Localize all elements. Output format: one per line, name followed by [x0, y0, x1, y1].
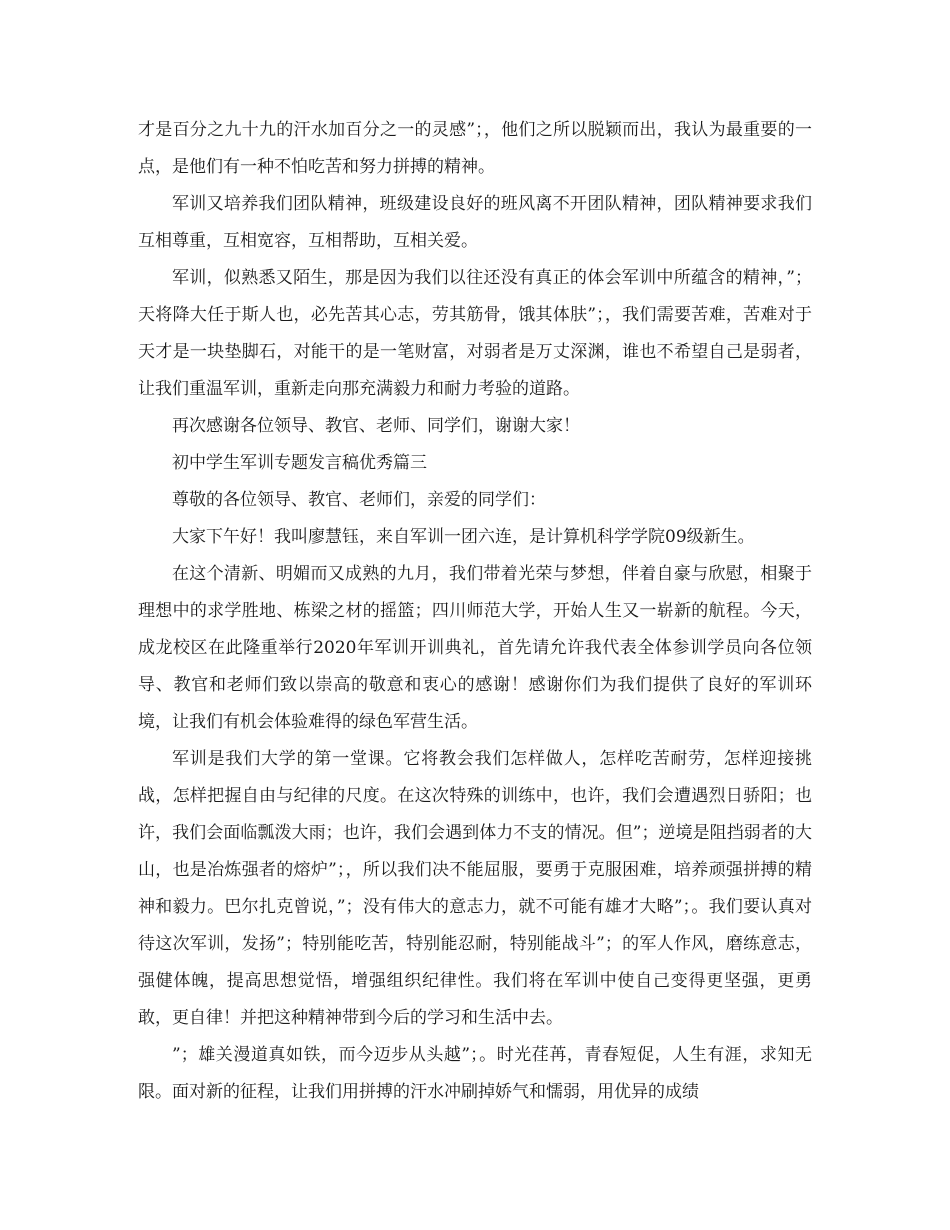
paragraph: ”；雄关漫道真如铁，而今迈步从头越”；。时光荏苒，青春短促，人生有涯，求知无限。面对新的征程，让我们用拼搏的汗水冲刷掉娇气和懦弱，用优异的成绩: [138, 1045, 812, 1102]
paragraph: 在这个清新、明媚而又成熟的九月，我们带着光荣与梦想，伴着自豪与欣慰，相聚于理想中的求学胜地、栋梁之材的摇篮；四川师范大学，开始人生又一崭新的航程。今天，成龙校区在此隆重举行2020年军训开训典礼，首先请允许我代表全体参训学员向各位领导、教官和老师们致以崇高的敬意和衷心的感谢！感谢你们为我们提供了良好的军训环境，让我们有机会体验难得的绿色军营生活。: [138, 564, 812, 732]
paragraph: 军训是我们大学的第一堂课。它将教会我们怎样做人，怎样吃苦耐劳，怎样迎接挑战，怎样把握自由与纪律的尺度。在这次特殊的训练中，也许，我们会遭遇烈日骄阳；也许，我们会面临瓢泼大雨；也许，我们会遇到体力不支的情况。但”；逆境是阻挡弱者的大山，也是冶炼强者的熔炉”；，所以我们决不能屈服，要勇于克服困难，培养顽强拼搏的精神和毅力。巴尔扎克曾说，”；没有伟大的意志力，就不可能有雄才大略”；。我们要认真对待这次军训，发扬”；特别能吃苦，特别能忍耐，特别能战斗”；的军人作风，磨练意志，强健体魄，提高思想觉悟，增强组织纪律性。我们将在军训中使自己变得更坚强，更勇敢，更自律！并把这种精神带到今后的学习和生活中去。: [138, 749, 812, 1028]
section-heading: 初中学生军训专题发言稿优秀篇三: [172, 453, 427, 473]
paragraph: 大家下午好！我叫廖慧钰，来自军训一团六连，是计算机科学学院09级新生。: [172, 527, 755, 547]
paragraph: 再次感谢各位领导、教官、老师、同学们，谢谢大家！: [172, 416, 580, 436]
paragraph-continued: 才是百分之九十九的汗水加百分之一的灵感”；，他们之所以脱颖而出，我认为最重要的一点，是他们有一种不怕吃苦和努力拼搏的精神。: [138, 120, 812, 177]
paragraph: 军训又培养我们团队精神，班级建设良好的班风离不开团队精神，团队精神要求我们互相尊重，互相宽容，互相帮助，互相关爱。: [138, 194, 812, 251]
paragraph: 军训，似熟悉又陌生，那是因为我们以往还没有真正的体会军训中所蕴含的精神，”；天将降大任于斯人也，必先苦其心志，劳其筋骨，饿其体肤”；，我们需要苦难，苦难对于天才是一块垫脚石，对能干的是一笔财富，对弱者是万丈深渊，谁也不希望自己是弱者，让我们重温军训，重新走向那充满毅力和耐力考验的道路。: [138, 268, 812, 399]
salutation: 尊敬的各位领导、教官、老师们，亲爱的同学们：: [172, 490, 546, 510]
document-body: [138, 112, 812, 1111]
